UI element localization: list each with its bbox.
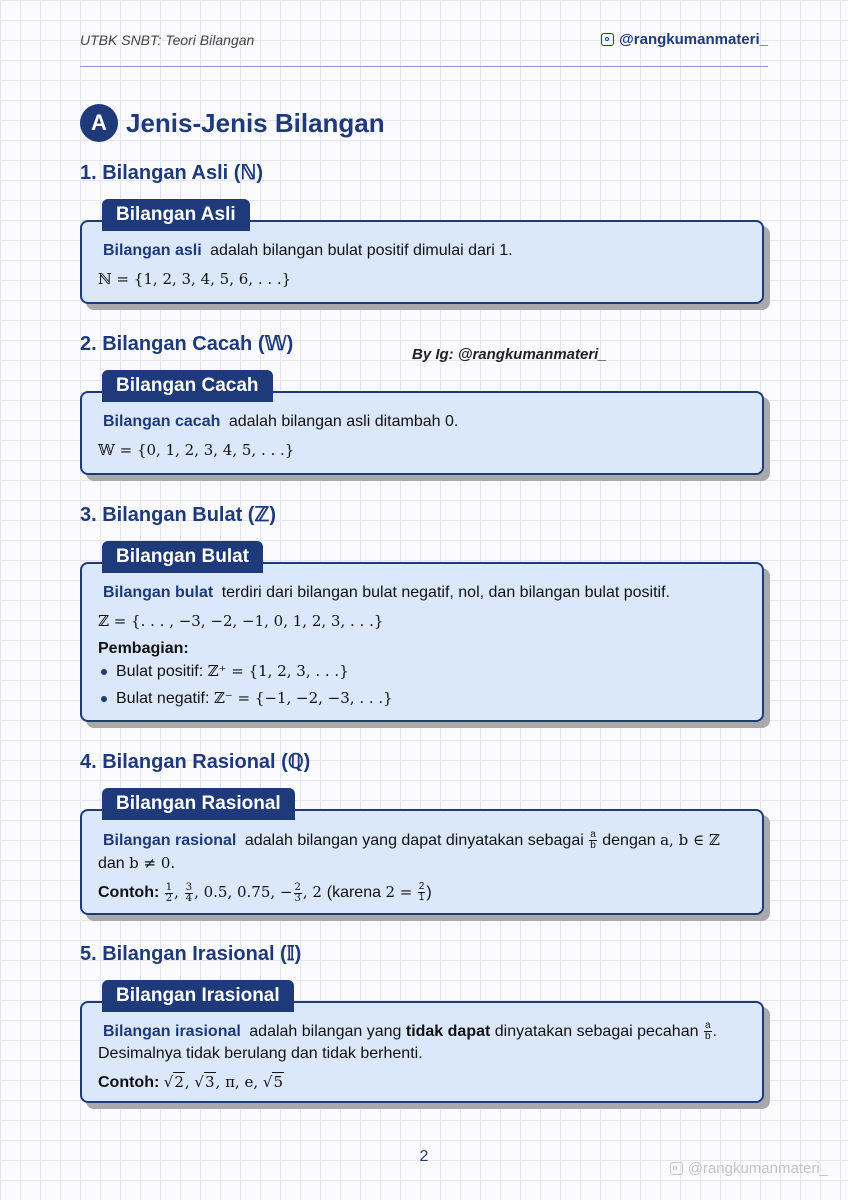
formula: ℤ = {. . . , −3, −2, −1, 0, 1, 2, 3, . . .}	[98, 612, 384, 630]
header-handle	[601, 31, 768, 48]
subheading-bulat: 3. Bilangan Bulat (ℤ)	[80, 504, 277, 526]
subheading-asli: 1. Bilangan Asli (ℕ)	[80, 162, 264, 184]
keyword: Bilangan asli	[103, 242, 202, 259]
instagram-icon	[670, 1162, 683, 1175]
page-header	[80, 30, 768, 67]
tag-irasional: Bilangan Irasional	[102, 980, 294, 1012]
definition: adalah bilangan asli ditambah 0.	[228, 413, 459, 430]
keyword: Bilangan rasional	[103, 832, 237, 849]
example-row: Contoh: $\frac{1}{2}$ , $\frac{3}{4}$ , 0.5, 0.75, − $\frac{2}{3}$ , 2 (karena 2 = $\frac{2}{1}$ )	[98, 881, 432, 904]
tag-cacah: Bilangan Cacah	[102, 370, 273, 402]
box-irasional: Bilangan irasional adalah bilangan yang tidak dapat dinyatakan sebagai pecahan $\frac{a}{b}$ . Desimalnya tidak berulang dan tidak berhenti. Contoh: √2, √3, π, e, √5	[80, 1001, 764, 1103]
definition: adalah bilangan bulat positif dimulai dari 1.	[210, 242, 513, 259]
formula: 𝕎 = {0, 1, 2, 3, 4, 5, . . .}	[98, 441, 295, 459]
section-letter-badge: A	[80, 104, 118, 142]
tag-rasional: Bilangan Rasional	[102, 788, 295, 820]
list-item: Bulat positif: ℤ⁺ = {1, 2, 3, . . .}	[98, 660, 746, 683]
keyword: Bilangan cacah	[103, 413, 221, 430]
section-title	[80, 104, 385, 142]
list-item: Bulat negatif: ℤ⁻ = {−1, −2, −3, . . .}	[98, 687, 746, 710]
fraction-a-b: $\frac{a}{b}$	[590, 829, 596, 852]
subheading-rasional: 4. Bilangan Rasional (ℚ)	[80, 751, 311, 773]
subheading-cacah: 2. Bilangan Cacah (𝕎)	[80, 333, 294, 355]
subheading-irasional: 5. Bilangan Irasional (𝕀)	[80, 943, 302, 965]
division-list	[98, 660, 746, 710]
keyword: Bilangan bulat	[103, 584, 214, 601]
fraction-a-b: $\frac{a}{b}$	[704, 1020, 711, 1043]
definition: terdiri dari bilangan bulat negatif, nol, dan bilangan bulat positif.	[221, 584, 670, 601]
box-rasional: Bilangan rasional adalah bilangan yang dapat dinyatakan sebagai $\frac{a}{b}$ dengan a, b ∈ ℤ dan b ≠ 0. Contoh: $\frac{1}{2}$ , $\frac{3}{4}$ , 0.5, 0.75, − $\frac{2}{3}$ , 2 (karena 2 = $\frac{2}{1}$ )	[80, 809, 764, 915]
formula: ℕ = {1, 2, 3, 4, 5, 6, . . .}	[98, 270, 292, 288]
page-number: 2	[419, 1148, 429, 1165]
tag-asli: Bilangan Asli	[102, 199, 250, 231]
watermark-text: By Ig: @rangkumanmateri_	[412, 346, 607, 363]
example-row: Contoh: √2, √3, π, e, √5	[98, 1073, 283, 1091]
section-title-text: Jenis-Jenis Bilangan	[126, 107, 385, 138]
instagram-icon	[601, 33, 614, 46]
keyword: Bilangan irasional	[103, 1023, 241, 1040]
box-asli	[80, 220, 764, 304]
header-handle-text: @rangkumanmateri_	[619, 31, 768, 48]
header-title: UTBK SNBT: Teori Bilangan	[80, 32, 255, 48]
box-cacah	[80, 391, 764, 475]
division-label: Pembagian:	[98, 640, 189, 657]
footer-watermark: @rangkumanmateri_	[670, 1160, 828, 1177]
tag-bulat: Bilangan Bulat	[102, 541, 263, 573]
box-bulat	[80, 562, 764, 722]
